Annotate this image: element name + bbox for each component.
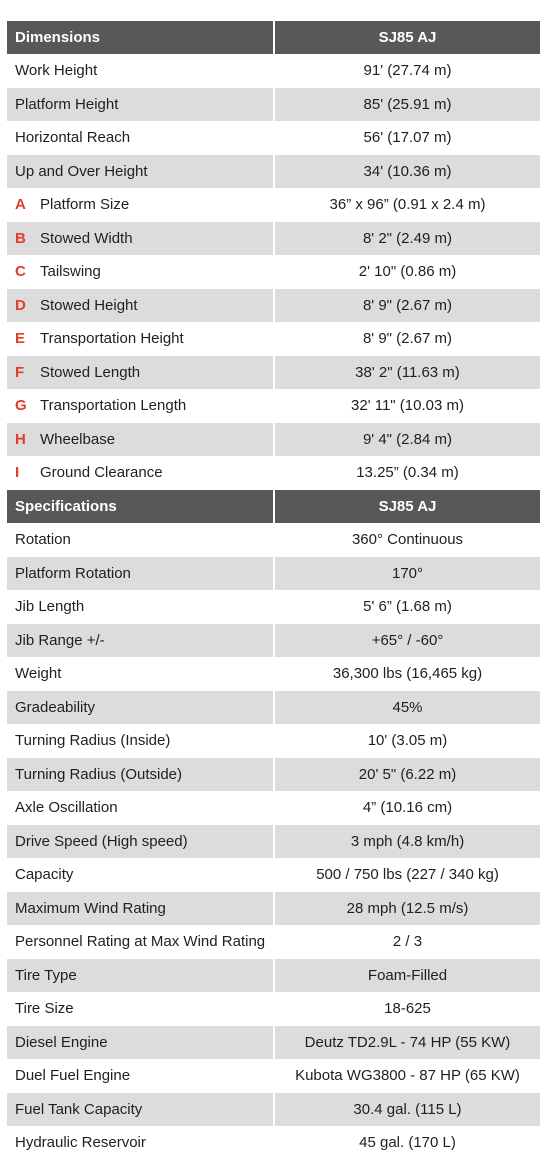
row-label: Axle Oscillation: [15, 799, 118, 817]
row-label: Work Height: [15, 62, 98, 80]
row-label: Maximum Wind Rating: [15, 899, 166, 917]
table-row: [7, 323, 540, 357]
row-label-cell: [7, 256, 273, 290]
dimension-letter: C: [15, 263, 26, 281]
row-value: 91' (27.74 m): [273, 55, 540, 89]
row-label-cell: [7, 725, 273, 759]
row-label-cell: [7, 1026, 273, 1060]
row-label-cell: [7, 993, 273, 1027]
row-label: Rotation: [15, 531, 71, 549]
table-row: [7, 155, 540, 189]
row-value: 500 / 750 lbs (227 / 340 kg): [273, 859, 540, 893]
row-label-cell: [7, 122, 273, 156]
row-label-cell: [7, 658, 273, 692]
row-label: Transportation Length: [40, 397, 187, 415]
row-value: 56' (17.07 m): [273, 122, 540, 156]
row-label: Diesel Engine: [15, 1033, 108, 1051]
table-row: [7, 792, 540, 826]
dimensions-header-row: [7, 21, 540, 55]
row-label-cell: [7, 859, 273, 893]
row-label-cell: [7, 792, 273, 826]
row-label: Stowed Width: [40, 229, 133, 247]
table-row: [7, 825, 540, 859]
table-row: [7, 993, 540, 1027]
row-label: Tire Size: [15, 1000, 74, 1018]
row-label: Tire Type: [15, 966, 77, 984]
row-label: Jib Range +/-: [15, 631, 105, 649]
row-value: 360° Continuous: [273, 524, 540, 558]
table-row: [7, 423, 540, 457]
row-value: 34' (10.36 m): [273, 155, 540, 189]
row-label: Tailswing: [40, 263, 101, 281]
row-label-cell: [7, 926, 273, 960]
row-value: 13.25” (0.34 m): [273, 457, 540, 491]
row-label: Up and Over Height: [15, 162, 148, 180]
row-label-cell: [7, 1093, 273, 1127]
row-label-cell: [7, 591, 273, 625]
row-label-cell: [7, 624, 273, 658]
row-label-cell: [7, 825, 273, 859]
row-label-cell: [7, 323, 273, 357]
row-label: Stowed Length: [40, 363, 141, 381]
table-row: [7, 356, 540, 390]
row-value: 3 mph (4.8 km/h): [273, 825, 540, 859]
specifications-header-row: [7, 490, 540, 524]
row-value: 36” x 96” (0.91 x 2.4 m): [273, 189, 540, 223]
dimension-letter: E: [15, 330, 26, 348]
table-row: [7, 557, 540, 591]
row-label-cell: [7, 1060, 273, 1094]
row-label: Ground Clearance: [40, 464, 163, 482]
dimension-letter: B: [15, 229, 26, 247]
row-label: Fuel Tank Capacity: [15, 1100, 143, 1118]
row-label-cell: [7, 390, 273, 424]
row-label: Platform Rotation: [15, 564, 131, 582]
dimension-letter: D: [15, 296, 26, 314]
table-row: [7, 591, 540, 625]
row-value: 5' 6” (1.68 m): [273, 591, 540, 625]
dimensions-section: [7, 21, 540, 490]
table-row: [7, 88, 540, 122]
table-row: [7, 1026, 540, 1060]
row-label-cell: [7, 289, 273, 323]
row-label-cell: [7, 758, 273, 792]
row-label-cell: [7, 524, 273, 558]
row-label: Wheelbase: [40, 430, 116, 448]
row-value: Kubota WG3800 - 87 HP (65 KW): [273, 1060, 540, 1094]
row-value: 2 / 3: [273, 926, 540, 960]
row-label-cell: [7, 892, 273, 926]
table-row: [7, 658, 540, 692]
row-label-cell: [7, 457, 273, 491]
row-label: Turning Radius (Outside): [15, 765, 183, 783]
row-label-cell: [7, 557, 273, 591]
row-value: 30.4 gal. (115 L): [273, 1093, 540, 1127]
row-value: 20' 5" (6.22 m): [273, 758, 540, 792]
row-value: 170°: [273, 557, 540, 591]
table-row: [7, 691, 540, 725]
row-value: 8' 9" (2.67 m): [273, 323, 540, 357]
row-label-cell: [7, 189, 273, 223]
dimension-letter: H: [15, 430, 26, 448]
table-row: [7, 457, 540, 491]
row-value: 8' 2" (2.49 m): [273, 222, 540, 256]
table-row: [7, 859, 540, 893]
row-value: Foam-Filled: [273, 959, 540, 993]
spec-table: [7, 21, 540, 1160]
table-row: [7, 1093, 540, 1127]
specifications-header-label: Specifications: [7, 490, 273, 524]
row-label: Stowed Height: [40, 296, 138, 314]
table-row: [7, 959, 540, 993]
row-value: 10' (3.05 m): [273, 725, 540, 759]
row-label: Platform Size: [40, 196, 130, 214]
row-label-cell: [7, 356, 273, 390]
row-label-cell: [7, 691, 273, 725]
table-row: [7, 122, 540, 156]
table-row: [7, 189, 540, 223]
row-value: 45%: [273, 691, 540, 725]
row-label: Horizontal Reach: [15, 129, 131, 147]
row-label: Weight: [15, 665, 62, 683]
row-value: 4” (10.16 cm): [273, 792, 540, 826]
row-value: 2' 10" (0.86 m): [273, 256, 540, 290]
row-label: Gradeability: [15, 698, 96, 716]
row-value: Deutz TD2.9L - 74 HP (55 KW): [273, 1026, 540, 1060]
table-row: [7, 926, 540, 960]
table-row: [7, 289, 540, 323]
table-row: [7, 1060, 540, 1094]
row-value: 32' 11" (10.03 m): [273, 390, 540, 424]
row-label-cell: [7, 55, 273, 89]
row-label: Transportation Height: [40, 330, 184, 348]
row-label: Capacity: [15, 866, 74, 884]
specifications-section: [7, 490, 540, 1160]
table-row: [7, 624, 540, 658]
row-value: 85' (25.91 m): [273, 88, 540, 122]
row-label-cell: [7, 1127, 273, 1161]
dimension-letter: I: [15, 464, 20, 482]
dimension-letter: F: [15, 363, 25, 381]
table-row: [7, 256, 540, 290]
row-label: Jib Length: [15, 598, 85, 616]
row-label-cell: [7, 155, 273, 189]
row-label: Personnel Rating at Max Wind Rating: [15, 933, 266, 951]
row-label-cell: [7, 88, 273, 122]
row-label-cell: [7, 222, 273, 256]
row-label-cell: [7, 959, 273, 993]
row-value: 36,300 lbs (16,465 kg): [273, 658, 540, 692]
table-row: [7, 55, 540, 89]
dimension-letter: G: [15, 397, 27, 415]
row-label: Hydraulic Reservoir: [15, 1134, 146, 1152]
table-row: [7, 390, 540, 424]
row-value: +65° / -60°: [273, 624, 540, 658]
row-value: 45 gal. (170 L): [273, 1127, 540, 1161]
table-row: [7, 222, 540, 256]
row-value: 18-625: [273, 993, 540, 1027]
row-label: Duel Fuel Engine: [15, 1067, 131, 1085]
dimensions-header-model: SJ85 AJ: [273, 21, 540, 55]
table-row: [7, 725, 540, 759]
row-label: Platform Height: [15, 95, 119, 113]
table-row: [7, 758, 540, 792]
dimensions-header-label: Dimensions: [7, 21, 273, 55]
row-value: 8' 9" (2.67 m): [273, 289, 540, 323]
table-row: [7, 892, 540, 926]
table-row: [7, 1127, 540, 1161]
row-value: 28 mph (12.5 m/s): [273, 892, 540, 926]
specifications-header-model: SJ85 AJ: [273, 490, 540, 524]
table-row: [7, 524, 540, 558]
row-label: Turning Radius (Inside): [15, 732, 171, 750]
row-label-cell: [7, 423, 273, 457]
row-value: 38' 2" (11.63 m): [273, 356, 540, 390]
row-value: 9' 4" (2.84 m): [273, 423, 540, 457]
row-label: Drive Speed (High speed): [15, 832, 188, 850]
dimension-letter: A: [15, 196, 26, 214]
